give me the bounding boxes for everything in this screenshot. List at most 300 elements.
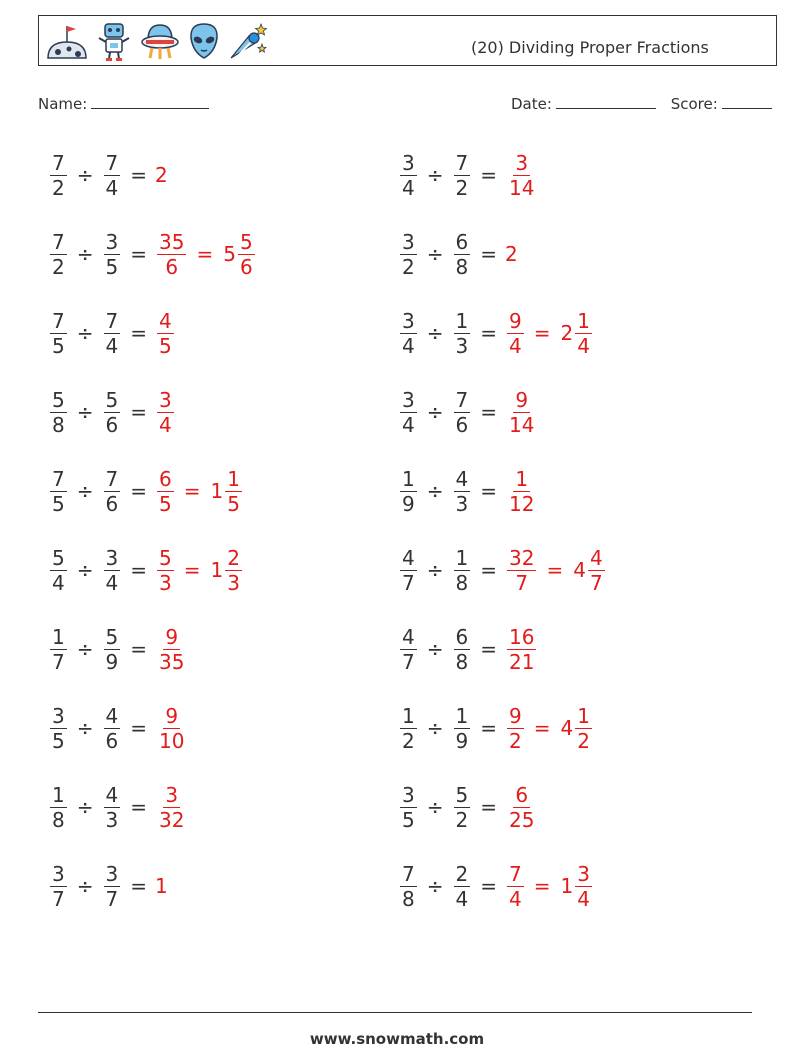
answer-mixed-fraction-denominator: 7 — [589, 570, 603, 595]
dividend-fraction — [50, 862, 67, 911]
equals-sign: = — [130, 874, 147, 898]
problem-3 — [46, 224, 259, 284]
dividend-fraction-numerator: 4 — [402, 545, 415, 570]
footer-divider — [38, 1012, 752, 1013]
divisor-fraction-numerator: 4 — [105, 782, 119, 807]
divisor-fraction — [104, 230, 121, 279]
divisor-fraction — [454, 625, 471, 674]
dividend-fraction-denominator: 5 — [52, 333, 65, 358]
answer-equals-sign: = — [196, 242, 214, 266]
problem-16 — [396, 698, 596, 758]
dividend-fraction — [400, 625, 417, 674]
answer-mixed-fraction-denominator: 4 — [577, 333, 590, 358]
dividend-fraction — [400, 230, 417, 279]
divisor-fraction-numerator: 2 — [455, 861, 469, 886]
divide-sign: ÷ — [76, 400, 94, 424]
dividend-fraction-denominator: 7 — [402, 570, 415, 595]
divide-sign: ÷ — [76, 479, 94, 503]
answer-fraction — [157, 704, 186, 753]
dividend-fraction — [50, 467, 67, 516]
problem-12 — [396, 540, 609, 600]
equals-sign: = — [480, 163, 497, 187]
answer-mixed-fraction-numerator: 1 — [577, 308, 590, 333]
answer-equals-sign: = — [533, 874, 551, 898]
dividend-fraction-denominator: 5 — [52, 728, 65, 753]
answer — [503, 862, 596, 911]
divisor-fraction-denominator: 4 — [105, 333, 119, 358]
answer-improper-fraction — [507, 704, 524, 753]
dividend-fraction — [50, 704, 67, 753]
answer-mixed-fraction — [575, 862, 592, 911]
answer — [153, 874, 168, 898]
dividend-fraction — [50, 151, 67, 200]
answer-fraction — [507, 783, 536, 832]
dividend-fraction-numerator: 5 — [52, 387, 65, 412]
problem-18 — [396, 777, 540, 837]
answer-improper-fraction — [157, 467, 174, 516]
problem-2 — [396, 145, 540, 205]
answer — [153, 783, 190, 832]
divisor-fraction-denominator: 6 — [105, 491, 119, 516]
dividend-fraction — [50, 546, 67, 595]
divisor-fraction-denominator: 9 — [455, 728, 469, 753]
answer-whole-number: 1 — [560, 874, 574, 898]
divisor-fraction-numerator: 5 — [455, 782, 469, 807]
dividend-fraction-denominator: 2 — [402, 254, 415, 279]
divisor-fraction-denominator: 4 — [105, 175, 119, 200]
dividend-fraction-denominator: 7 — [52, 649, 65, 674]
answer-equals-sign: = — [546, 558, 564, 582]
answer — [503, 783, 540, 832]
answer-whole-number: 1 — [210, 558, 224, 582]
answer-mixed-fraction-denominator: 2 — [577, 728, 590, 753]
answer-mixed-fraction-denominator: 3 — [227, 570, 240, 595]
dividend-fraction-denominator: 7 — [402, 649, 415, 674]
answer-mixed-fraction-numerator: 2 — [227, 545, 240, 570]
equals-sign: = — [480, 795, 497, 819]
divide-sign: ÷ — [76, 558, 94, 582]
answer-improper-fraction-denominator: 3 — [159, 570, 172, 595]
answer-whole-number: 2 — [560, 321, 574, 345]
answer — [503, 388, 540, 437]
answer-fraction — [157, 309, 174, 358]
answer-mixed-fraction — [575, 704, 592, 753]
divisor-fraction-numerator: 5 — [105, 387, 119, 412]
divisor-fraction — [454, 862, 471, 911]
answer-fraction — [157, 783, 186, 832]
answer-equals-sign: = — [183, 479, 201, 503]
divisor-fraction — [454, 388, 471, 437]
answer-fraction — [507, 151, 536, 200]
header-icons — [45, 20, 269, 62]
name-blank[interactable] — [91, 94, 209, 109]
answer — [153, 163, 168, 187]
answer-mixed-fraction — [225, 546, 242, 595]
divide-sign: ÷ — [426, 637, 444, 661]
equals-sign: = — [480, 716, 497, 740]
answer-improper-fraction-numerator: 6 — [159, 466, 172, 491]
answer — [153, 388, 178, 437]
answer-mixed-fraction-numerator: 4 — [589, 545, 603, 570]
equals-sign: = — [130, 558, 147, 582]
problem-4 — [396, 224, 518, 284]
dividend-fraction-denominator: 2 — [52, 175, 65, 200]
answer-fraction-denominator: 5 — [159, 333, 172, 358]
divisor-fraction-denominator: 9 — [105, 649, 119, 674]
divisor-fraction — [104, 151, 121, 200]
divisor-fraction-numerator: 1 — [455, 703, 469, 728]
dividend-fraction-denominator: 2 — [402, 728, 415, 753]
dividend-fraction-numerator: 3 — [52, 861, 65, 886]
divisor-fraction-numerator: 3 — [105, 229, 119, 254]
dividend-fraction-numerator: 3 — [402, 387, 415, 412]
answer — [503, 546, 609, 595]
answer-integer: 1 — [155, 874, 168, 898]
equals-sign: = — [130, 242, 147, 266]
dividend-fraction-numerator: 7 — [52, 466, 65, 491]
divide-sign: ÷ — [76, 874, 94, 898]
divisor-fraction-denominator: 3 — [455, 333, 469, 358]
dividend-fraction-denominator: 7 — [52, 886, 65, 911]
name-field[interactable] — [38, 94, 209, 113]
divisor-fraction — [104, 862, 121, 911]
divisor-fraction-numerator: 3 — [105, 545, 119, 570]
dividend-fraction-denominator: 5 — [402, 807, 415, 832]
answer-fraction-numerator: 3 — [159, 387, 172, 412]
divisor-fraction-denominator: 3 — [455, 491, 469, 516]
dividend-fraction-numerator: 3 — [402, 150, 415, 175]
answer-improper-fraction-denominator: 4 — [509, 886, 522, 911]
answer — [503, 309, 596, 358]
answer-improper-fraction-numerator: 32 — [509, 545, 535, 570]
answer-fraction-numerator: 4 — [159, 308, 172, 333]
problem-19 — [46, 856, 168, 916]
answer-fraction — [507, 388, 536, 437]
answer-fraction-numerator: 9 — [165, 624, 179, 649]
divisor-fraction-numerator: 1 — [455, 308, 469, 333]
answer-equals-sign: = — [183, 558, 201, 582]
divisor-fraction-denominator: 4 — [105, 570, 119, 595]
problem-7 — [46, 382, 178, 442]
answer-fraction — [157, 388, 174, 437]
divisor-fraction — [104, 783, 121, 832]
dividend-fraction-numerator: 1 — [402, 703, 415, 728]
answer-fraction-denominator: 32 — [159, 807, 185, 832]
answer-fraction-denominator: 12 — [509, 491, 535, 516]
problem-1 — [46, 145, 168, 205]
answer — [153, 704, 190, 753]
equals-sign: = — [130, 321, 147, 345]
answer-fraction-numerator: 1 — [515, 466, 529, 491]
answer-fraction-numerator: 9 — [165, 703, 179, 728]
divisor-fraction — [454, 151, 471, 200]
dividend-fraction-denominator: 4 — [402, 333, 415, 358]
problem-15 — [46, 698, 190, 758]
divide-sign: ÷ — [76, 795, 94, 819]
answer-fraction-numerator: 3 — [515, 150, 529, 175]
dividend-fraction-denominator: 8 — [52, 807, 65, 832]
divisor-fraction — [454, 230, 471, 279]
dividend-fraction-denominator: 5 — [52, 491, 65, 516]
divide-sign: ÷ — [426, 795, 444, 819]
dividend-fraction-numerator: 5 — [52, 545, 65, 570]
divisor-fraction — [454, 546, 471, 595]
dividend-fraction — [50, 783, 67, 832]
dividend-fraction-numerator: 3 — [402, 229, 415, 254]
answer-mixed-fraction — [238, 230, 255, 279]
answer-improper-fraction-denominator: 4 — [509, 333, 522, 358]
divisor-fraction-denominator: 6 — [455, 412, 469, 437]
name-label: Name: — [38, 95, 88, 113]
answer-improper-fraction-numerator: 35 — [159, 229, 185, 254]
divisor-fraction-numerator: 7 — [455, 387, 469, 412]
answer-improper-fraction — [157, 546, 174, 595]
dividend-fraction-denominator: 4 — [402, 175, 415, 200]
answer-improper-fraction-denominator: 2 — [509, 728, 522, 753]
answer-fraction-numerator: 3 — [165, 782, 179, 807]
divisor-fraction — [454, 704, 471, 753]
problem-10 — [396, 461, 540, 521]
dividend-fraction-denominator: 8 — [52, 412, 65, 437]
dividend-fraction — [50, 230, 67, 279]
answer — [503, 467, 540, 516]
answer-improper-fraction-denominator: 5 — [159, 491, 172, 516]
answer-improper-fraction-numerator: 9 — [509, 308, 522, 333]
dividend-fraction — [400, 309, 417, 358]
answer — [153, 467, 246, 516]
answer — [503, 704, 596, 753]
divisor-fraction-denominator: 8 — [455, 649, 469, 674]
robot-icon — [95, 20, 133, 62]
answer-improper-fraction-denominator: 7 — [515, 570, 529, 595]
divisor-fraction-numerator: 4 — [455, 466, 469, 491]
date-blank[interactable] — [556, 94, 656, 109]
equals-sign: = — [130, 163, 147, 187]
answer-mixed-fraction-numerator: 3 — [577, 861, 590, 886]
equals-sign: = — [480, 558, 497, 582]
equals-sign: = — [480, 874, 497, 898]
divide-sign: ÷ — [426, 479, 444, 503]
equals-sign: = — [130, 795, 147, 819]
answer-integer: 2 — [505, 242, 518, 266]
answer — [503, 151, 540, 200]
divisor-fraction-numerator: 6 — [455, 229, 469, 254]
dividend-fraction-numerator: 1 — [52, 782, 65, 807]
equals-sign: = — [480, 400, 497, 424]
answer-improper-fraction — [507, 309, 524, 358]
dividend-fraction-denominator: 8 — [402, 886, 415, 911]
answer-fraction-denominator: 21 — [509, 649, 535, 674]
divide-sign: ÷ — [426, 400, 444, 424]
divisor-fraction-numerator: 3 — [105, 861, 119, 886]
answer — [153, 625, 190, 674]
divide-sign: ÷ — [426, 874, 444, 898]
divisor-fraction-denominator: 8 — [455, 570, 469, 595]
date-score-fields — [511, 94, 772, 113]
divide-sign: ÷ — [426, 242, 444, 266]
dividend-fraction-numerator: 1 — [402, 466, 415, 491]
answer-whole-number: 4 — [573, 558, 586, 582]
divisor-fraction — [104, 388, 121, 437]
problem-6 — [396, 303, 596, 363]
answer-improper-fraction — [507, 862, 524, 911]
score-label: Score: — [670, 95, 718, 113]
worksheet-title: (20) Dividing Proper Fractions — [471, 38, 709, 57]
dividend-fraction-denominator: 9 — [402, 491, 415, 516]
problem-8 — [396, 382, 540, 442]
score-blank[interactable] — [722, 94, 772, 109]
answer-fraction-denominator: 10 — [159, 728, 185, 753]
divisor-fraction — [454, 309, 471, 358]
comet-icon — [227, 20, 269, 62]
dividend-fraction-numerator: 3 — [52, 703, 65, 728]
answer-whole-number: 5 — [223, 242, 236, 266]
divide-sign: ÷ — [76, 637, 94, 661]
answer — [153, 546, 246, 595]
moon-flag-icon — [45, 20, 89, 62]
answer-mixed-fraction-denominator: 5 — [227, 491, 240, 516]
dividend-fraction — [400, 704, 417, 753]
dividend-fraction-numerator: 3 — [402, 782, 415, 807]
dividend-fraction — [400, 151, 417, 200]
divisor-fraction-numerator: 7 — [455, 150, 469, 175]
answer — [503, 625, 540, 674]
answer-whole-number: 1 — [210, 479, 224, 503]
dividend-fraction — [400, 388, 417, 437]
worksheet-header — [38, 15, 777, 66]
answer-improper-fraction-numerator: 7 — [509, 861, 522, 886]
problem-14 — [396, 619, 540, 679]
divide-sign: ÷ — [76, 163, 94, 187]
divisor-fraction-denominator: 5 — [105, 254, 119, 279]
problem-20 — [396, 856, 596, 916]
answer-fraction-denominator: 4 — [159, 412, 172, 437]
equals-sign: = — [480, 479, 497, 503]
divisor-fraction-numerator: 5 — [105, 624, 119, 649]
dividend-fraction — [400, 783, 417, 832]
divisor-fraction-denominator: 4 — [455, 886, 469, 911]
dividend-fraction-numerator: 7 — [52, 229, 65, 254]
dividend-fraction-denominator: 2 — [52, 254, 65, 279]
answer-equals-sign: = — [533, 716, 551, 740]
alien-icon — [187, 20, 221, 62]
divide-sign: ÷ — [426, 716, 444, 740]
divisor-fraction-denominator: 6 — [105, 728, 119, 753]
divisor-fraction-numerator: 7 — [105, 308, 119, 333]
divisor-fraction-denominator: 7 — [105, 886, 119, 911]
answer-equals-sign: = — [533, 321, 551, 345]
dividend-fraction — [400, 546, 417, 595]
answer-fraction-denominator: 14 — [509, 412, 535, 437]
dividend-fraction — [50, 309, 67, 358]
problem-9 — [46, 461, 246, 521]
divisor-fraction — [104, 625, 121, 674]
divisor-fraction-numerator: 4 — [105, 703, 119, 728]
answer-mixed-fraction — [588, 546, 605, 595]
divisor-fraction — [454, 783, 471, 832]
dividend-fraction-denominator: 4 — [402, 412, 415, 437]
divisor-fraction-denominator: 2 — [455, 807, 469, 832]
dividend-fraction-numerator: 7 — [402, 861, 415, 886]
answer-improper-fraction — [157, 230, 186, 279]
problem-5 — [46, 303, 178, 363]
problem-11 — [46, 540, 246, 600]
dividend-fraction-numerator: 4 — [402, 624, 415, 649]
divisor-fraction-numerator: 7 — [105, 466, 119, 491]
answer-fraction-numerator: 6 — [515, 782, 529, 807]
divisor-fraction-numerator: 1 — [455, 545, 469, 570]
divide-sign: ÷ — [76, 321, 94, 345]
dividend-fraction-numerator: 7 — [52, 150, 65, 175]
dividend-fraction — [50, 388, 67, 437]
footer-site: www.snowmath.com — [309, 1030, 485, 1048]
answer-fraction — [157, 625, 186, 674]
equals-sign: = — [480, 321, 497, 345]
divisor-fraction — [454, 467, 471, 516]
equals-sign: = — [480, 242, 497, 266]
answer-integer: 2 — [155, 163, 168, 187]
equals-sign: = — [130, 400, 147, 424]
answer-mixed-fraction-numerator: 1 — [227, 466, 240, 491]
dividend-fraction-denominator: 4 — [52, 570, 65, 595]
answer-whole-number: 4 — [560, 716, 574, 740]
answer-improper-fraction-numerator: 5 — [159, 545, 172, 570]
answer-mixed-fraction-denominator: 6 — [239, 254, 253, 279]
answer-fraction-denominator: 14 — [509, 175, 535, 200]
equals-sign: = — [130, 716, 147, 740]
dividend-fraction — [400, 467, 417, 516]
divisor-fraction-numerator: 7 — [105, 150, 119, 175]
divisor-fraction-denominator: 2 — [455, 175, 469, 200]
dividend-fraction-numerator: 7 — [52, 308, 65, 333]
answer-mixed-fraction — [575, 309, 592, 358]
divide-sign: ÷ — [76, 716, 94, 740]
answer — [153, 230, 259, 279]
answer — [503, 242, 518, 266]
answer-fraction-denominator: 25 — [509, 807, 535, 832]
divisor-fraction — [104, 704, 121, 753]
problem-17 — [46, 777, 190, 837]
dividend-fraction-numerator: 3 — [402, 308, 415, 333]
date-label: Date: — [511, 95, 552, 113]
equals-sign: = — [480, 637, 497, 661]
answer-improper-fraction — [507, 546, 536, 595]
divide-sign: ÷ — [426, 163, 444, 187]
problem-13 — [46, 619, 190, 679]
answer-improper-fraction-denominator: 6 — [165, 254, 179, 279]
answer-mixed-fraction-numerator: 1 — [577, 703, 590, 728]
answer-mixed-fraction — [225, 467, 242, 516]
divide-sign: ÷ — [76, 242, 94, 266]
answer-improper-fraction-numerator: 9 — [509, 703, 522, 728]
divisor-fraction — [104, 546, 121, 595]
answer-fraction — [507, 625, 536, 674]
equals-sign: = — [130, 637, 147, 661]
divide-sign: ÷ — [426, 321, 444, 345]
answer-fraction-denominator: 35 — [159, 649, 185, 674]
divisor-fraction-denominator: 6 — [105, 412, 119, 437]
equals-sign: = — [130, 479, 147, 503]
divisor-fraction-denominator: 8 — [455, 254, 469, 279]
divisor-fraction — [104, 309, 121, 358]
answer — [153, 309, 178, 358]
dividend-fraction — [50, 625, 67, 674]
answer-fraction — [507, 467, 536, 516]
dividend-fraction-numerator: 1 — [52, 624, 65, 649]
divide-sign: ÷ — [426, 558, 444, 582]
divisor-fraction-denominator: 3 — [105, 807, 119, 832]
divisor-fraction-numerator: 6 — [455, 624, 469, 649]
